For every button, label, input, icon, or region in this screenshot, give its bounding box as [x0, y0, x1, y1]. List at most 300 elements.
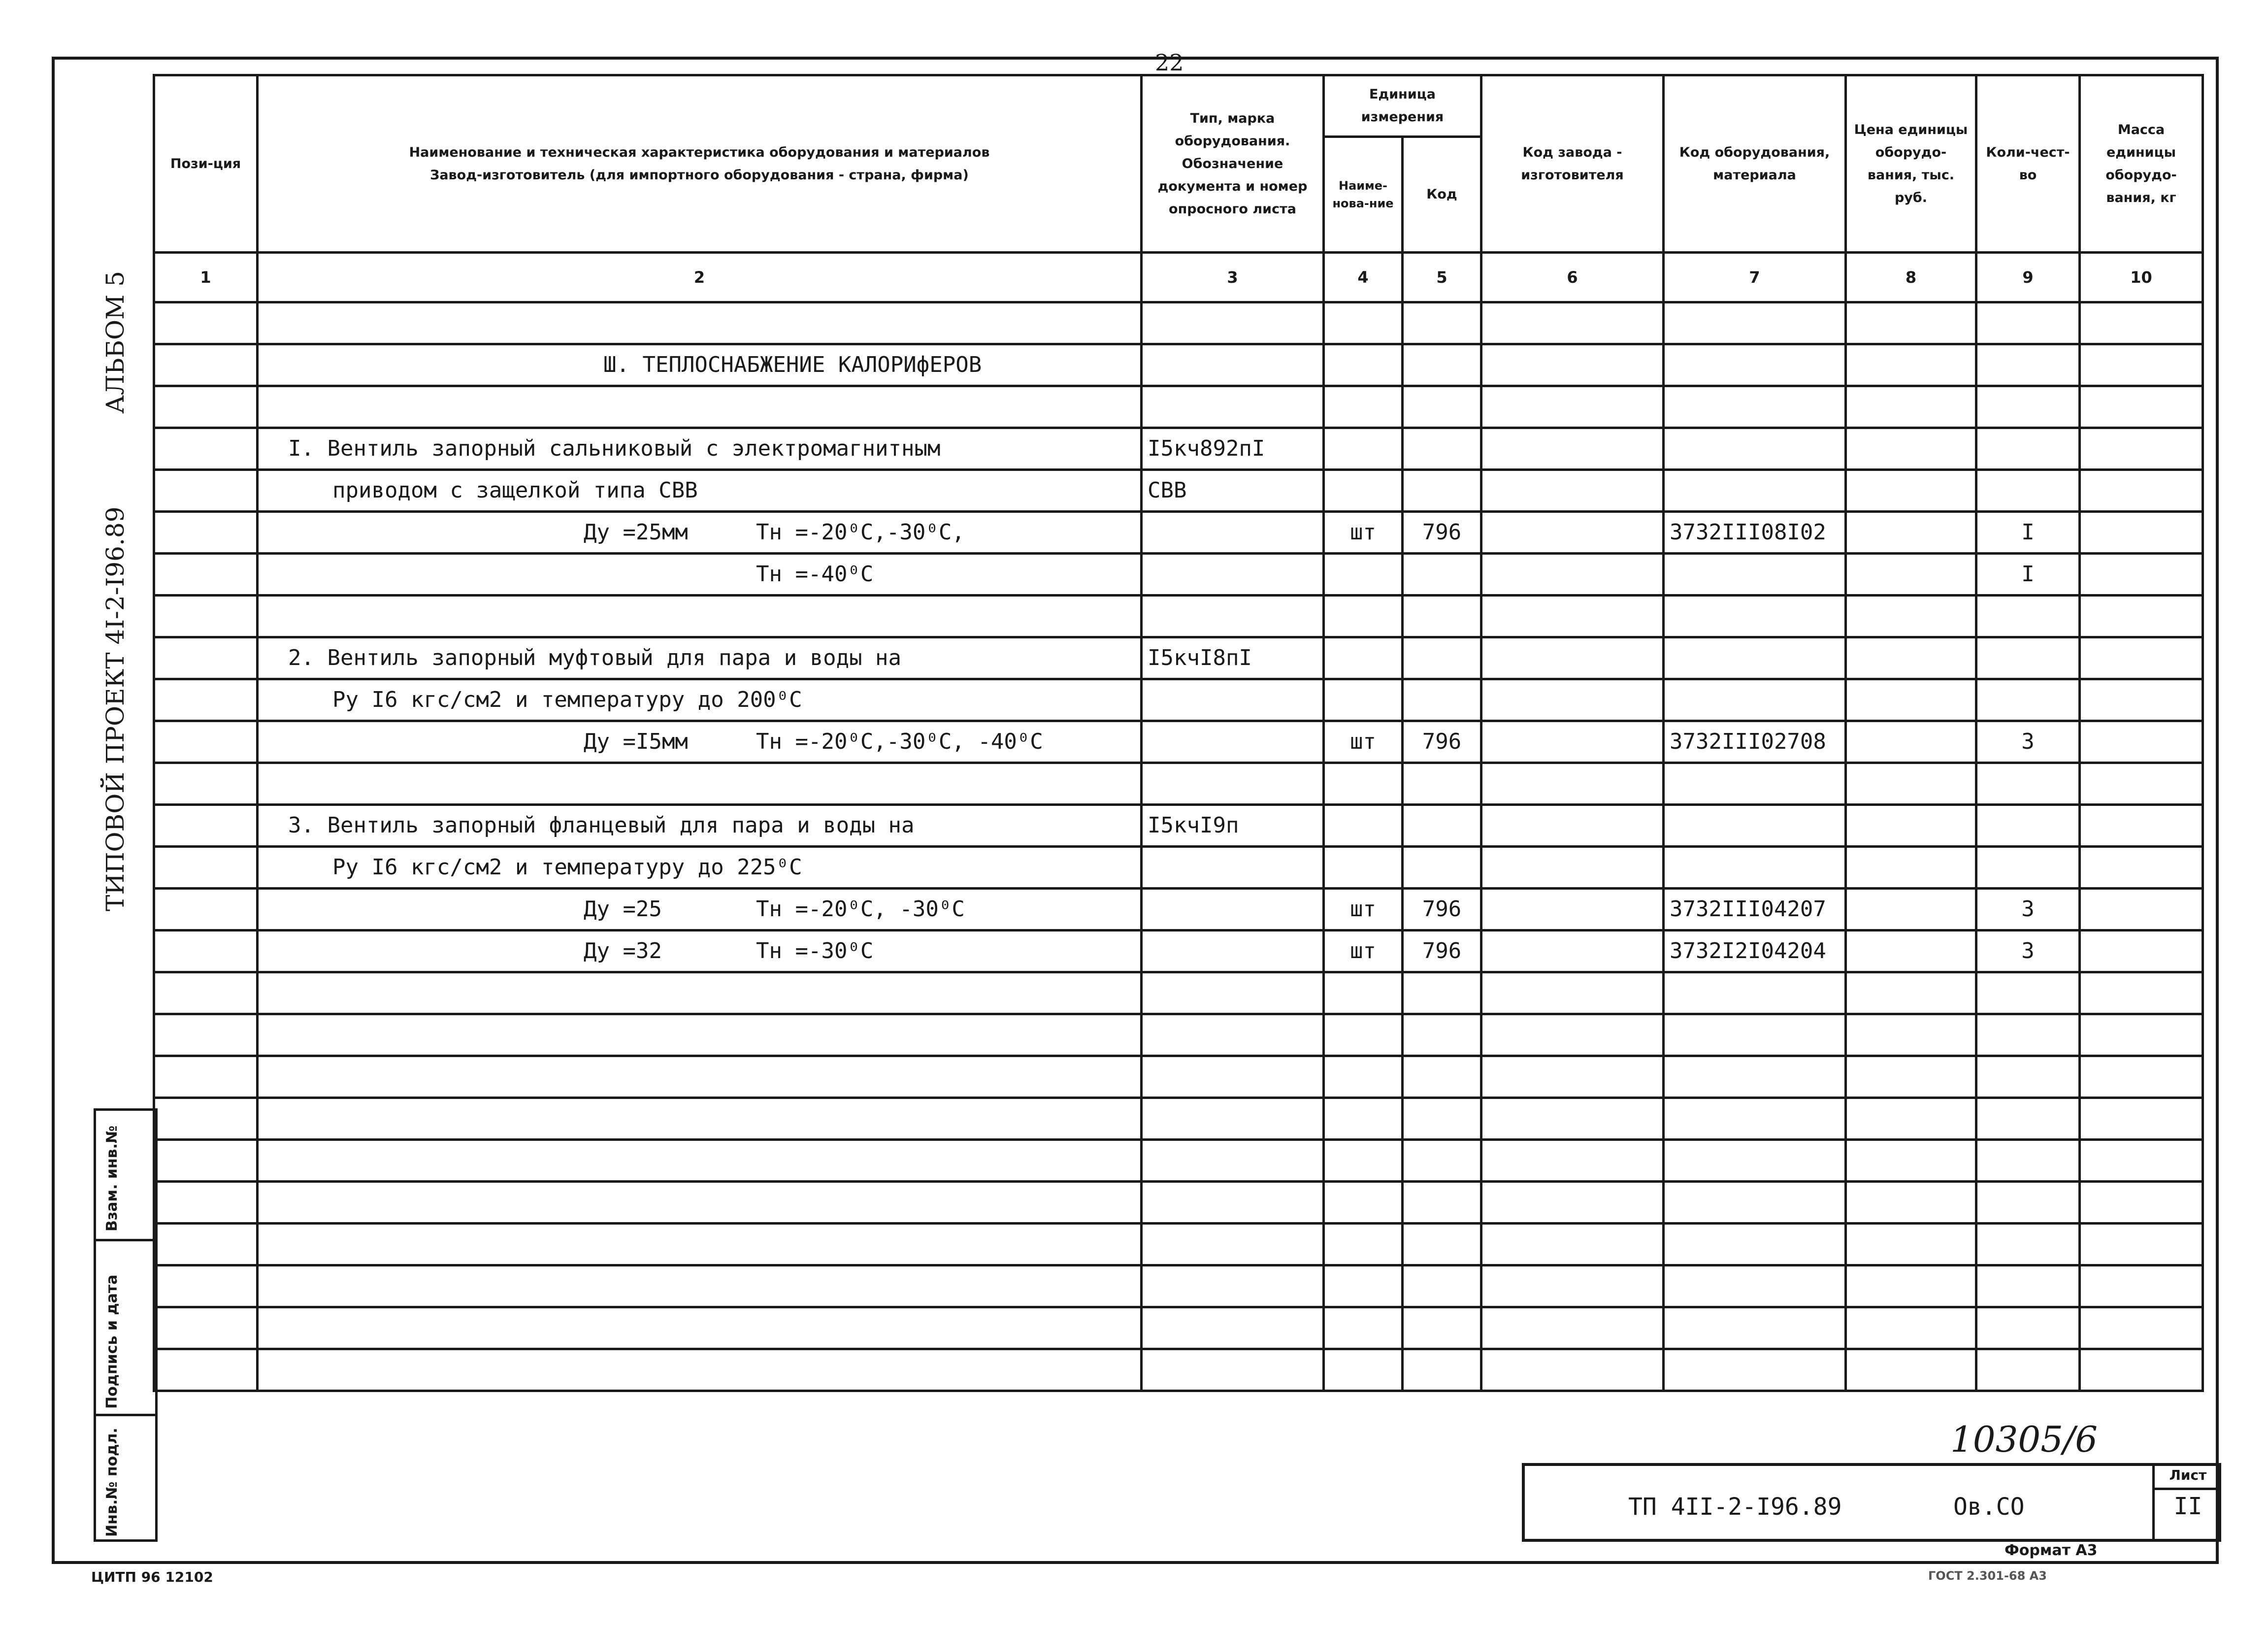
cell-pos — [154, 1140, 258, 1182]
cell-qty — [1976, 1307, 2080, 1349]
temperature: Тн =-20⁰С,-30⁰С, -40⁰С — [756, 729, 1043, 754]
cell-type — [1142, 386, 1324, 428]
cell-price — [1846, 554, 1976, 596]
cell-pos — [154, 1307, 258, 1349]
cell-equip-code — [1664, 302, 1846, 344]
cell-pos — [154, 637, 258, 679]
cell-pos — [154, 847, 258, 889]
cell-pos — [154, 1014, 258, 1056]
cell-equip-code — [1664, 763, 1846, 805]
cell-price — [1846, 721, 1976, 763]
cell-unit — [1324, 1224, 1403, 1265]
cell-mass — [2080, 972, 2203, 1014]
cell-price — [1846, 1265, 1976, 1307]
table-row — [154, 847, 2203, 889]
cell-name — [258, 1014, 1142, 1056]
cell-factory-code — [1481, 1224, 1664, 1265]
cell-type — [1142, 1140, 1324, 1182]
cell-mass — [2080, 386, 2203, 428]
cell-name — [258, 1349, 1142, 1391]
cell-factory-code — [1481, 1265, 1664, 1307]
cell-equip-code — [1664, 679, 1846, 721]
cell-type — [1142, 931, 1324, 972]
col-num: 6 — [1481, 253, 1664, 302]
temperature: Тн =-20⁰С,-30⁰С, — [756, 520, 965, 545]
cell-equip-code — [1664, 1265, 1846, 1307]
cell-mass — [2080, 1349, 2203, 1391]
cell-qty — [1976, 386, 2080, 428]
cell-price — [1846, 763, 1976, 805]
cell-unit — [1324, 1182, 1403, 1224]
stamp-label-signature: Подпись и дата — [103, 1274, 121, 1409]
cell-price — [1846, 805, 1976, 847]
cell-qty: I — [1976, 512, 2080, 554]
cell-unit — [1324, 1098, 1403, 1140]
cell-type — [1142, 1349, 1324, 1391]
cell-pos — [154, 1265, 258, 1307]
cell-price — [1846, 972, 1976, 1014]
cell-qty — [1976, 302, 2080, 344]
cell-mass — [2080, 554, 2203, 596]
cell-unit-code — [1403, 805, 1481, 847]
cell-qty — [1976, 805, 2080, 847]
cell-qty — [1976, 1349, 2080, 1391]
cell-name: Ру I6 кгс/см2 и температуру до 200⁰С — [258, 679, 1142, 721]
table-row — [154, 1307, 2203, 1349]
cell-name — [258, 1307, 1142, 1349]
format-note: Формат А3 — [2005, 1542, 2098, 1559]
cell-mass — [2080, 344, 2203, 386]
cell-unit-code — [1403, 637, 1481, 679]
cell-pos — [154, 763, 258, 805]
cell-pos — [154, 1349, 258, 1391]
cell-mass — [2080, 1014, 2203, 1056]
cell-qty — [1976, 428, 2080, 470]
sheet-box — [2152, 1463, 2221, 1542]
cell-mass — [2080, 512, 2203, 554]
cell-price — [1846, 847, 1976, 889]
cell-unit — [1324, 847, 1403, 889]
cell-factory-code — [1481, 344, 1664, 386]
cell-type — [1142, 302, 1324, 344]
cell-price — [1846, 637, 1976, 679]
doc-code: ТП 4II-2-I96.89 — [1628, 1493, 1842, 1521]
cell-qty — [1976, 1182, 2080, 1224]
cell-price — [1846, 1140, 1976, 1182]
cell-unit-code — [1403, 344, 1481, 386]
cell-pos — [154, 931, 258, 972]
cell-name — [258, 1098, 1142, 1140]
cell-pos — [154, 1182, 258, 1224]
cell-factory-code — [1481, 889, 1664, 931]
col-num: 9 — [1976, 253, 2080, 302]
header-price: Цена единицы оборудо-вания, тыс. руб. — [1846, 75, 1976, 253]
cell-name: приводом с защелкой типа СВВ — [258, 470, 1142, 512]
table-row — [154, 470, 2203, 512]
cell-price — [1846, 302, 1976, 344]
header-mass: Масса единицы оборудо-вания, кг — [2080, 75, 2203, 253]
cell-unit — [1324, 596, 1403, 637]
cell-type — [1142, 1307, 1324, 1349]
cell-unit-code — [1403, 386, 1481, 428]
cell-equip-code: 3732III02708 — [1664, 721, 1846, 763]
cell-equip-code — [1664, 428, 1846, 470]
cell-mass — [2080, 1098, 2203, 1140]
header-name-line2: Завод-изготовитель (для импортного оборудования - страна, фирма) — [430, 167, 969, 183]
cell-equip-code — [1664, 344, 1846, 386]
cell-pos — [154, 428, 258, 470]
cell-type — [1142, 1056, 1324, 1098]
cell-equip-code: 3732I2I04204 — [1664, 931, 1846, 972]
cell-mass — [2080, 1224, 2203, 1265]
cell-price — [1846, 931, 1976, 972]
table-row — [154, 1140, 2203, 1182]
cell-price — [1846, 386, 1976, 428]
cell-price — [1846, 889, 1976, 931]
cell-name — [258, 931, 1142, 972]
cell-factory-code — [1481, 1307, 1664, 1349]
cell-unit — [1324, 554, 1403, 596]
table-row — [154, 1056, 2203, 1098]
cell-pos — [154, 1056, 258, 1098]
cell-factory-code — [1481, 637, 1664, 679]
cell-equip-code — [1664, 1014, 1846, 1056]
cell-qty — [1976, 470, 2080, 512]
cell-unit — [1324, 470, 1403, 512]
cell-price — [1846, 679, 1976, 721]
cell-factory-code — [1481, 1056, 1664, 1098]
cell-unit — [1324, 637, 1403, 679]
cell-factory-code — [1481, 805, 1664, 847]
col-num: 4 — [1324, 253, 1403, 302]
cell-name — [258, 1140, 1142, 1182]
cell-equip-code — [1664, 1224, 1846, 1265]
cell-type: СВВ — [1142, 470, 1324, 512]
cell-unit-code — [1403, 847, 1481, 889]
cell-equip-code — [1664, 1349, 1846, 1391]
table-row — [154, 1182, 2203, 1224]
cell-unit-code: 796 — [1403, 889, 1481, 931]
cell-mass — [2080, 1307, 2203, 1349]
table-row — [154, 344, 2203, 386]
cell-type — [1142, 847, 1324, 889]
column-number-row — [154, 253, 2203, 302]
table-row — [154, 679, 2203, 721]
cell-unit: шт — [1324, 721, 1403, 763]
cell-unit-code — [1403, 1182, 1481, 1224]
cell-name — [258, 512, 1142, 554]
cell-unit — [1324, 763, 1403, 805]
cell-name — [258, 763, 1142, 805]
cell-factory-code — [1481, 721, 1664, 763]
cell-factory-code — [1481, 554, 1664, 596]
cell-mass — [2080, 302, 2203, 344]
cell-unit-code: 796 — [1403, 721, 1481, 763]
col-num: 1 — [154, 253, 258, 302]
cell-name — [258, 554, 1142, 596]
cell-pos — [154, 302, 258, 344]
cell-unit — [1324, 1349, 1403, 1391]
handwritten-inventory-number: 10305/6 — [1950, 1419, 2098, 1460]
table-row — [154, 1224, 2203, 1265]
cell-equip-code — [1664, 554, 1846, 596]
table-row — [154, 1014, 2203, 1056]
cell-price — [1846, 512, 1976, 554]
cell-price — [1846, 1014, 1976, 1056]
cell-factory-code — [1481, 1182, 1664, 1224]
cell-factory-code — [1481, 763, 1664, 805]
cell-unit — [1324, 972, 1403, 1014]
nominal-diameter: Ду =25 — [584, 897, 662, 922]
cell-qty — [1976, 1265, 2080, 1307]
cell-qty — [1976, 1224, 2080, 1265]
header-unit-code: Код — [1403, 137, 1481, 253]
cell-type — [1142, 512, 1324, 554]
cell-unit-code — [1403, 596, 1481, 637]
cell-mass — [2080, 428, 2203, 470]
cell-name: 2. Вентиль запорный муфтовый для пара и воды на — [258, 637, 1142, 679]
cell-type — [1142, 596, 1324, 637]
cell-mass — [2080, 679, 2203, 721]
cell-unit — [1324, 1014, 1403, 1056]
nominal-diameter: Ду =25мм — [584, 520, 688, 545]
col-num: 7 — [1664, 253, 1846, 302]
cell-factory-code — [1481, 847, 1664, 889]
cell-mass — [2080, 1265, 2203, 1307]
cell-type: I5кчI9п — [1142, 805, 1324, 847]
cell-name — [258, 1056, 1142, 1098]
cell-equip-code — [1664, 1307, 1846, 1349]
table-row — [154, 428, 2203, 470]
table-row — [154, 805, 2203, 847]
cell-type — [1142, 721, 1324, 763]
cell-unit-code — [1403, 1140, 1481, 1182]
gost-note: ГОСТ 2.301-68 А3 — [1928, 1569, 2047, 1583]
cell-unit-code — [1403, 1265, 1481, 1307]
cell-type — [1142, 1224, 1324, 1265]
cell-factory-code — [1481, 1140, 1664, 1182]
cell-factory-code — [1481, 428, 1664, 470]
cell-unit — [1324, 302, 1403, 344]
cell-price — [1846, 428, 1976, 470]
cell-pos — [154, 470, 258, 512]
cell-type — [1142, 679, 1324, 721]
project-label: ТИПОВОЙ ПРОЕКТ 4I-2-I96.89 — [101, 506, 130, 911]
sheet-number: II — [2173, 1493, 2202, 1520]
doc-mark: Ов.СО — [1953, 1493, 2025, 1521]
header-equip-code: Код оборудования, материала — [1664, 75, 1846, 253]
cell-type — [1142, 889, 1324, 931]
cell-price — [1846, 1182, 1976, 1224]
cell-unit — [1324, 679, 1403, 721]
cell-factory-code — [1481, 972, 1664, 1014]
cell-name — [258, 1182, 1142, 1224]
temperature: Тн =-40⁰С — [756, 562, 874, 587]
col-num: 3 — [1142, 253, 1324, 302]
cell-type: I5кчI8пI — [1142, 637, 1324, 679]
cell-qty — [1976, 344, 2080, 386]
cell-unit-code — [1403, 554, 1481, 596]
cell-mass — [2080, 470, 2203, 512]
cell-mass — [2080, 889, 2203, 931]
temperature: Тн =-20⁰С, -30⁰С — [756, 897, 965, 922]
header-name-line1: Наименование и техническая характеристика оборудования и материалов — [409, 144, 990, 160]
cell-price — [1846, 1307, 1976, 1349]
cell-price — [1846, 1098, 1976, 1140]
cell-type — [1142, 1265, 1324, 1307]
cell-mass — [2080, 805, 2203, 847]
cell-equip-code — [1664, 805, 1846, 847]
table-row — [154, 512, 2203, 554]
cell-type — [1142, 1098, 1324, 1140]
cell-qty — [1976, 637, 2080, 679]
section-title: Ш. ТЕПЛОСНАБЖЕНИЕ КАЛОРИфЕРОВ — [258, 344, 1142, 386]
cell-pos — [154, 721, 258, 763]
stamp-label-replaced: Взам. инв.№ — [103, 1125, 121, 1231]
cell-name: 3. Вентиль запорный фланцевый для пара и воды на — [258, 805, 1142, 847]
cell-name — [258, 889, 1142, 931]
header-pos: Пози-ция — [154, 75, 258, 253]
cell-factory-code — [1481, 1098, 1664, 1140]
cell-type — [1142, 1014, 1324, 1056]
cell-pos — [154, 344, 258, 386]
cell-unit-code — [1403, 763, 1481, 805]
cell-mass — [2080, 637, 2203, 679]
cell-equip-code — [1664, 1140, 1846, 1182]
cell-factory-code — [1481, 470, 1664, 512]
cell-mass — [2080, 721, 2203, 763]
table-row — [154, 763, 2203, 805]
cell-unit — [1324, 428, 1403, 470]
specification-table — [153, 74, 2204, 1392]
cell-pos — [154, 805, 258, 847]
header-row — [154, 75, 2203, 137]
cell-unit-code — [1403, 1014, 1481, 1056]
title-block — [1522, 1463, 2221, 1542]
cell-pos — [154, 554, 258, 596]
sheet-label: Лист — [2155, 1463, 2221, 1490]
cell-pos — [154, 1098, 258, 1140]
header-type: Тип, марка оборудования. Обозначение документа и номер опросного листа — [1142, 75, 1324, 253]
page-number: 22 — [1155, 49, 1184, 76]
cell-equip-code — [1664, 1056, 1846, 1098]
cell-unit-code — [1403, 1307, 1481, 1349]
cell-unit-code — [1403, 1349, 1481, 1391]
cell-unit-code — [1403, 470, 1481, 512]
cell-unit: шт — [1324, 931, 1403, 972]
cell-unit-code — [1403, 428, 1481, 470]
stamp-label-original: Инв.№ подл. — [103, 1428, 121, 1537]
album-label: АЛЬБОМ 5 — [101, 271, 130, 414]
col-num: 8 — [1846, 253, 1976, 302]
header-unit: Единица измерения — [1324, 75, 1481, 137]
table-row — [154, 1349, 2203, 1391]
cell-qty — [1976, 1140, 2080, 1182]
nominal-diameter: Ду =32 — [584, 938, 662, 964]
cell-unit-code — [1403, 302, 1481, 344]
cell-name — [258, 596, 1142, 637]
cell-mass — [2080, 763, 2203, 805]
cell-price — [1846, 470, 1976, 512]
cell-equip-code: 3732III04207 — [1664, 889, 1846, 931]
cell-mass — [2080, 1056, 2203, 1098]
printer-note: ЦИТП 96 12102 — [91, 1569, 213, 1585]
cell-equip-code — [1664, 1098, 1846, 1140]
cell-mass — [2080, 847, 2203, 889]
header-name — [258, 75, 1142, 253]
table-row — [154, 386, 2203, 428]
cell-factory-code — [1481, 931, 1664, 972]
cell-type: I5кч892пI — [1142, 428, 1324, 470]
table-row — [154, 972, 2203, 1014]
cell-unit — [1324, 1056, 1403, 1098]
cell-name — [258, 1265, 1142, 1307]
cell-pos — [154, 679, 258, 721]
table-row — [154, 554, 2203, 596]
cell-unit-code: 796 — [1403, 512, 1481, 554]
cell-pos — [154, 512, 258, 554]
cell-name: I. Вентиль запорный сальниковый с электромагнитным — [258, 428, 1142, 470]
cell-unit: шт — [1324, 889, 1403, 931]
header-factory-code: Код завода - изготовителя — [1481, 75, 1664, 253]
cell-type — [1142, 1182, 1324, 1224]
cell-factory-code — [1481, 302, 1664, 344]
table-row — [154, 637, 2203, 679]
cell-factory-code — [1481, 1014, 1664, 1056]
table-row — [154, 931, 2203, 972]
cell-equip-code — [1664, 1182, 1846, 1224]
cell-name — [258, 386, 1142, 428]
cell-mass — [2080, 596, 2203, 637]
cell-mass — [2080, 931, 2203, 972]
cell-equip-code — [1664, 470, 1846, 512]
col-num: 5 — [1403, 253, 1481, 302]
cell-qty — [1976, 847, 2080, 889]
cell-type — [1142, 763, 1324, 805]
cell-mass — [2080, 1140, 2203, 1182]
cell-factory-code — [1481, 679, 1664, 721]
table-body — [154, 302, 2203, 1391]
cell-pos — [154, 596, 258, 637]
cell-unit-code: 796 — [1403, 931, 1481, 972]
cell-factory-code — [1481, 386, 1664, 428]
cell-pos — [154, 972, 258, 1014]
cell-equip-code: 3732III08I02 — [1664, 512, 1846, 554]
cell-qty — [1976, 972, 2080, 1014]
table-row — [154, 889, 2203, 931]
cell-unit — [1324, 805, 1403, 847]
cell-unit-code — [1403, 679, 1481, 721]
table-row — [154, 1265, 2203, 1307]
cell-price — [1846, 1056, 1976, 1098]
table-row — [154, 596, 2203, 637]
cell-equip-code — [1664, 596, 1846, 637]
cell-type — [1142, 344, 1324, 386]
cell-unit-code — [1403, 1098, 1481, 1140]
cell-pos — [154, 386, 258, 428]
cell-qty: I — [1976, 554, 2080, 596]
cell-qty — [1976, 679, 2080, 721]
cell-price — [1846, 1349, 1976, 1391]
cell-qty — [1976, 1014, 2080, 1056]
cell-unit: шт — [1324, 512, 1403, 554]
cell-name — [258, 1224, 1142, 1265]
cell-name — [258, 302, 1142, 344]
cell-equip-code — [1664, 637, 1846, 679]
cell-price — [1846, 1224, 1976, 1265]
cell-qty: 3 — [1976, 721, 2080, 763]
cell-name — [258, 721, 1142, 763]
